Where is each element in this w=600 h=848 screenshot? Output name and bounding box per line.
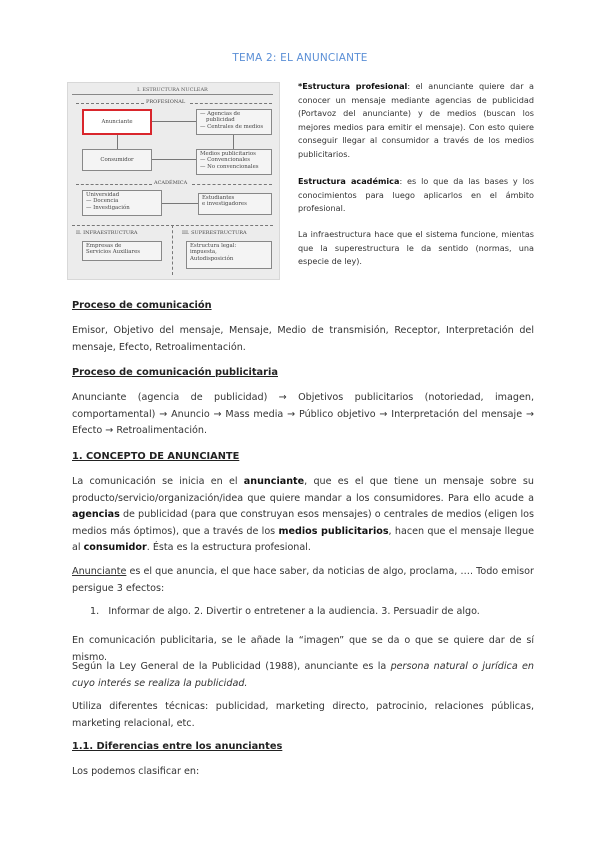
side-p1-bold: *Estructura profesional <box>298 81 408 91</box>
diagram-universidad-line: — Docencia <box>86 198 119 205</box>
side-p2-text: : es lo que da las bases y los conocimientos para luego aplicarlos en el ámbito profesional. <box>298 176 534 213</box>
diagram-dash <box>76 103 144 104</box>
diagram-legal-line: impuesta, <box>190 249 217 256</box>
diagram-agencias-line: publicidad <box>206 117 235 124</box>
diagram-estudiantes-box <box>198 193 272 215</box>
diagram-universidad-box <box>82 190 162 216</box>
diagram-connector <box>152 159 196 160</box>
bold-consumidor: consumidor <box>83 542 147 553</box>
text-span: Según la Ley General de la Publicidad (1988), anunciante es la <box>72 661 391 672</box>
diagram-vdash <box>172 225 173 275</box>
paragraph-proceso: Emisor, Objetivo del mensaje, Mensaje, Medio de transmisión, Receptor, Interpretación del mensaje, Efecto, Retroalimentación. <box>72 325 534 353</box>
paragraph-tecnicas: Utiliza diferentes técnicas: publicidad, marketing directo, patrocinio, relaciones públicas, marketing relacional, etc. <box>72 701 534 729</box>
list-text: Informar de algo. 2. Divertir o entretener a la audiencia. 3. Persuadir de algo. <box>108 606 480 617</box>
underlined-anunciante: Anunciante <box>72 566 127 577</box>
paragraph-ley <box>72 659 534 692</box>
side-paragraph-1 <box>298 80 534 161</box>
diagram-infra-label: II. INFRAESTRUCTURA <box>76 230 138 236</box>
paragraph-diferencias: Los podemos clasificar en: <box>72 766 200 777</box>
page-title: TEMA 2: EL ANUNCIANTE <box>232 52 368 64</box>
text-span: de publicidad (para que construyan esos mensajes) o centrales de medios (eligen los medios más óptimos), que a través de los <box>72 509 534 537</box>
diagram-empresas-line: Empresas de <box>86 243 122 249</box>
bold-medios: medios publicitarios <box>278 525 389 537</box>
side-paragraph-2 <box>298 175 534 216</box>
side-p2-bold: Estructura académica <box>298 176 400 186</box>
bold-anunciante: anunciante <box>243 476 305 487</box>
diagram-medios-box <box>196 149 272 175</box>
diagram-universidad-line: Universidad <box>86 192 120 198</box>
diagram-agencias-line: — Centrales de medios <box>200 123 264 130</box>
diagram-connector <box>162 203 198 204</box>
diagram-supra-label: III. SUPERESTRUCTURA <box>182 230 247 236</box>
diagram-medios-line: — No convencionales <box>200 163 259 170</box>
structure-diagram <box>67 82 280 280</box>
diagram-connector <box>152 121 196 122</box>
diagram-consumidor-box: Consumidor <box>82 149 152 171</box>
bold-agencias: agencias <box>72 509 120 520</box>
diagram-legal-line: Estructura legal: <box>190 243 237 249</box>
diagram-connector <box>117 135 118 149</box>
diagram-connector <box>233 135 234 149</box>
diagram-dash <box>190 103 272 104</box>
diagram-anunciante-box: Anunciante <box>82 109 152 135</box>
diagram-empresas-box <box>82 241 162 261</box>
diagram-profesional-label: PROFESIONAL <box>146 99 186 105</box>
heading-concepto: 1. CONCEPTO DE ANUNCIANTE <box>72 451 240 462</box>
paragraph-concepto <box>72 474 534 557</box>
heading-diferencias: 1.1. Diferencias entre los anunciantes <box>72 741 283 752</box>
text-span: , que es el que tiene un mensaje sobre su producto/servicio/organización/idea que quiere mandar a los consumidores. Para ello acude a <box>72 476 534 504</box>
list-number: 1. <box>90 606 100 617</box>
diagram-universidad-line: — Investigación <box>86 204 130 211</box>
paragraph-imagen: En comunicación publicitaria, se le añade la “imagen” que se da o que se quiere dar de sí mismo. <box>72 635 534 663</box>
diagram-estructura-legal-box <box>186 241 272 269</box>
diagram-medios-line: Medios publicitarios <box>200 151 256 157</box>
diagram-dash <box>76 184 152 185</box>
diagram-academica-label: ACADÉMICA <box>154 180 188 186</box>
text-span: es el que anuncia, el que hace saber, da noticias de algo, proclama, …. Todo emisor persigue 3 efectos: <box>72 566 534 594</box>
diagram-legal-line: Autodisposición <box>190 255 234 262</box>
text-span: , hacen que el mensaje llegue al <box>72 525 534 553</box>
heading-proceso: Proceso de comunicación <box>72 300 212 311</box>
diagram-agencias-box <box>196 109 272 135</box>
paragraph-proceso-publicitaria: Anunciante (agencia de publicidad) → Objetivos publicitarios (notoriedad, imagen, comportamental) → Anuncio → Mass media → Público objetivo → Interpretación del mensaje → Efecto → Retroalimentación. <box>72 392 534 436</box>
diagram-estudiantes-line: Estudiantes <box>202 195 235 201</box>
diagram-top-label: I. ESTRUCTURA NUCLEAR <box>72 87 273 95</box>
diagram-medios-line: — Convencionales <box>200 157 251 164</box>
diagram-empresas-line: Servicios Auxiliares <box>86 249 141 256</box>
side-p1-text: : el anunciante quiere dar a conocer un mensaje mediante agencias de publicidad (Portavoz del anunciante) y de medios (buscan los mejores medios para emitir el mensaje). Con esto quiere conseguir llegar al consumidor a través de los medios publicitarios. <box>298 81 534 159</box>
heading-proceso-publicitaria: Proceso de comunicación publicitaria <box>72 367 278 378</box>
text-span: . Ésta es la estructura profesional. <box>146 542 311 553</box>
diagram-dash <box>192 184 272 185</box>
diagram-estudiantes-line: e investigadores <box>202 201 247 208</box>
list-item <box>90 606 480 617</box>
diagram-agencias-line: — Agencias de <box>200 111 241 117</box>
side-paragraph-3: La infraestructura hace que el sistema funcione, mientas que la superestructura le da sentido (normas, una especie de ley). <box>298 229 534 266</box>
paragraph-anunciante-def <box>72 564 534 597</box>
text-span: La comunicación se inicia en el <box>72 476 244 487</box>
italic-definition: persona natural o jurídica en cuyo interés se realiza la publicidad. <box>72 661 534 689</box>
